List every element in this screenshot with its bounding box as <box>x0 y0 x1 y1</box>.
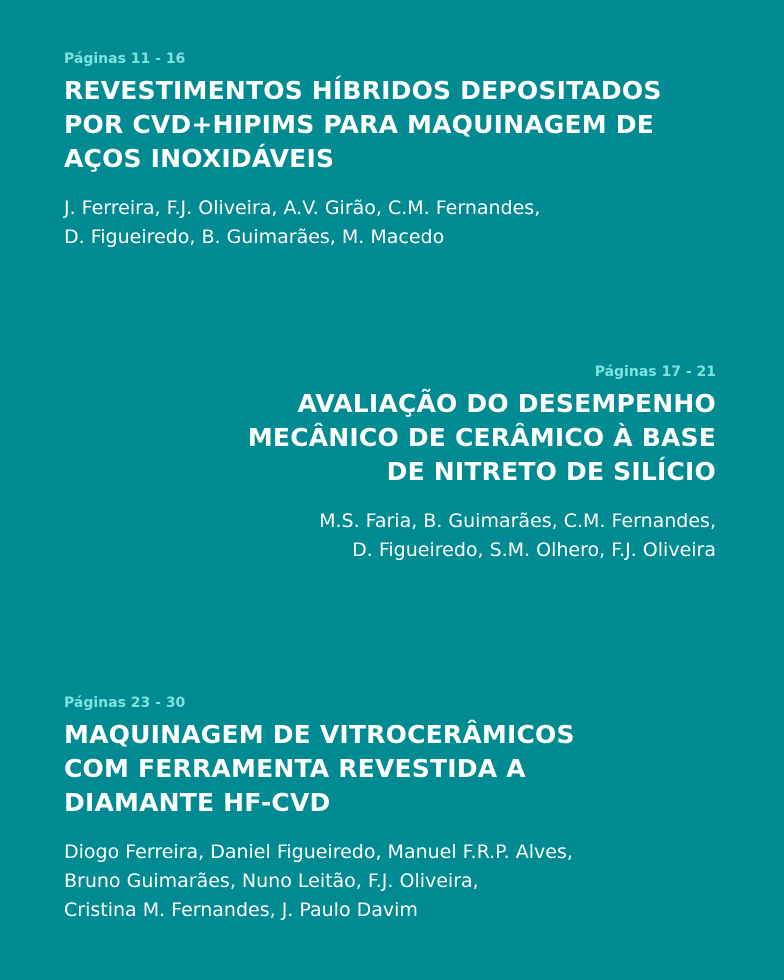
article-2-title-line: AVALIAÇÃO DO DESEMPENHO <box>297 389 716 418</box>
article-1-title[interactable] <box>64 74 716 176</box>
article-2-pages: Páginas 17 - 21 <box>594 364 716 380</box>
article-3-title-line: MAQUINAGEM DE VITROCERÂMICOS <box>64 720 575 749</box>
article-2-title[interactable] <box>64 387 716 489</box>
article-2 <box>64 363 716 565</box>
article-3-author-line: Bruno Guimarães, Nuno Leitão, F.J. Oliveira, <box>64 870 479 892</box>
article-2-title-line: DE NITRETO DE SILÍCIO <box>386 457 716 486</box>
article-1-title-line: AÇOS INOXIDÁVEIS <box>64 144 335 173</box>
article-1-title-line: POR CVD+HIPIMS PARA MAQUINAGEM DE <box>64 110 654 139</box>
article-3-title[interactable] <box>64 718 716 820</box>
article-1-authors <box>64 194 716 252</box>
article-2-author-line: D. Figueiredo, S.M. Olhero, F.J. Oliveira <box>352 539 716 561</box>
article-1-title-line: REVESTIMENTOS HÍBRIDOS DEPOSITADOS <box>64 76 662 105</box>
article-3 <box>64 694 716 925</box>
article-1-author-line: D. Figueiredo, B. Guimarães, M. Macedo <box>64 226 445 248</box>
article-3-author-line: Cristina M. Fernandes, J. Paulo Davim <box>64 899 418 921</box>
article-2-title-line: MECÂNICO DE CERÂMICO À BASE <box>247 423 716 452</box>
article-3-authors <box>64 838 716 925</box>
article-1-author-line: J. Ferreira, F.J. Oliveira, A.V. Girão, C.M. Fernandes, <box>64 197 541 219</box>
article-2-authors <box>64 507 716 565</box>
article-3-pages: Páginas 23 - 30 <box>64 695 186 711</box>
article-2-author-line: M.S. Faria, B. Guimarães, C.M. Fernandes, <box>319 510 716 532</box>
article-1-pages: Páginas 11 - 16 <box>64 51 186 67</box>
article-3-author-line: Diogo Ferreira, Daniel Figueiredo, Manuel F.R.P. Alves, <box>64 841 573 863</box>
article-3-title-line: COM FERRAMENTA REVESTIDA A <box>64 754 526 783</box>
article-3-title-line: DIAMANTE HF-CVD <box>64 788 331 817</box>
article-1 <box>64 50 716 252</box>
